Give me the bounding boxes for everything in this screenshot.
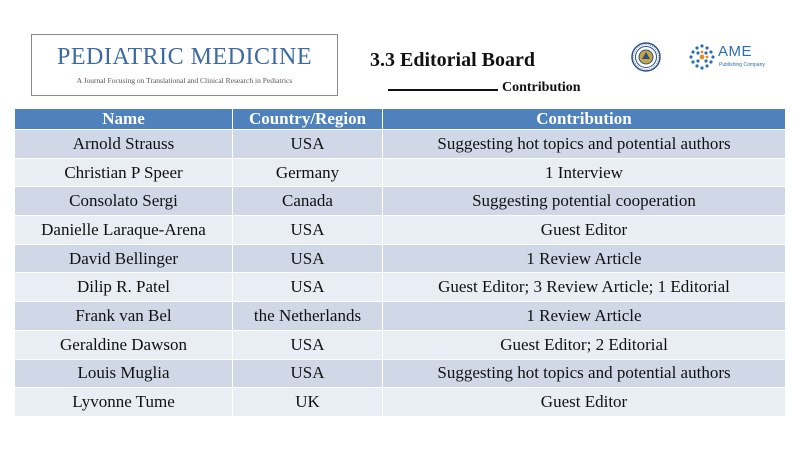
journal-tagline: A Journal Focusing on Translational and Clinical Research in Pediatrics	[76, 76, 293, 85]
header-name: Name	[15, 109, 233, 129]
cell-name: Danielle Laraque-Arena	[15, 215, 233, 244]
cell-name: David Bellinger	[15, 244, 233, 273]
cell-country: Canada	[233, 186, 383, 215]
subtitle-rule	[388, 89, 498, 91]
table-row	[15, 244, 785, 273]
table-row	[15, 301, 785, 330]
cell-name: Geraldine Dawson	[15, 330, 233, 359]
cell-country: USA	[233, 215, 383, 244]
slide-subtitle	[388, 80, 581, 96]
table-row	[15, 330, 785, 359]
table-row	[15, 186, 785, 215]
cell-contribution: Guest Editor; 2 Editorial	[383, 330, 785, 359]
table-row	[15, 272, 785, 301]
cell-country: USA	[233, 244, 383, 273]
journal-name: PEDIATRIC MEDICINE	[57, 44, 312, 70]
cell-country: USA	[233, 129, 383, 158]
publisher-subname: Publishing Company	[719, 62, 765, 68]
cell-contribution: Guest Editor	[383, 215, 785, 244]
cell-country: Germany	[233, 158, 383, 187]
slide-title: 3.3 Editorial Board	[370, 49, 536, 71]
publisher-logo	[687, 40, 767, 74]
editorial-board-table	[15, 109, 785, 416]
cell-contribution: Suggesting hot topics and potential authors	[383, 129, 785, 158]
ame-dots-icon	[687, 42, 717, 72]
seal-icon	[631, 42, 661, 72]
cell-country: USA	[233, 272, 383, 301]
cell-country: UK	[233, 387, 383, 416]
cell-contribution: 1 Review Article	[383, 301, 785, 330]
cell-name: Lyvonne Tume	[15, 387, 233, 416]
cell-contribution: Guest Editor; 3 Review Article; 1 Editorial	[383, 272, 785, 301]
cell-name: Louis Muglia	[15, 359, 233, 388]
journal-logo	[31, 34, 338, 96]
cell-contribution: Suggesting hot topics and potential authors	[383, 359, 785, 388]
cell-name: Consolato Sergi	[15, 186, 233, 215]
header-country: Country/Region	[233, 109, 383, 129]
cell-contribution: 1 Interview	[383, 158, 785, 187]
table-row	[15, 215, 785, 244]
cell-country: the Netherlands	[233, 301, 383, 330]
cell-contribution: 1 Review Article	[383, 244, 785, 273]
table-header-row	[15, 109, 785, 129]
cell-country: USA	[233, 330, 383, 359]
cell-contribution: Guest Editor	[383, 387, 785, 416]
cell-name: Christian P Speer	[15, 158, 233, 187]
cell-country: USA	[233, 359, 383, 388]
publisher-name: AME	[718, 43, 753, 60]
cell-name: Dilip R. Patel	[15, 272, 233, 301]
cell-contribution: Suggesting potential cooperation	[383, 186, 785, 215]
table-row	[15, 359, 785, 388]
cell-name: Frank van Bel	[15, 301, 233, 330]
table-row	[15, 158, 785, 187]
header-contribution: Contribution	[383, 109, 785, 129]
table-body	[15, 129, 785, 416]
subtitle-text: Contribution	[502, 80, 581, 95]
cell-name: Arnold Strauss	[15, 129, 233, 158]
table-row	[15, 387, 785, 416]
table-row	[15, 129, 785, 158]
